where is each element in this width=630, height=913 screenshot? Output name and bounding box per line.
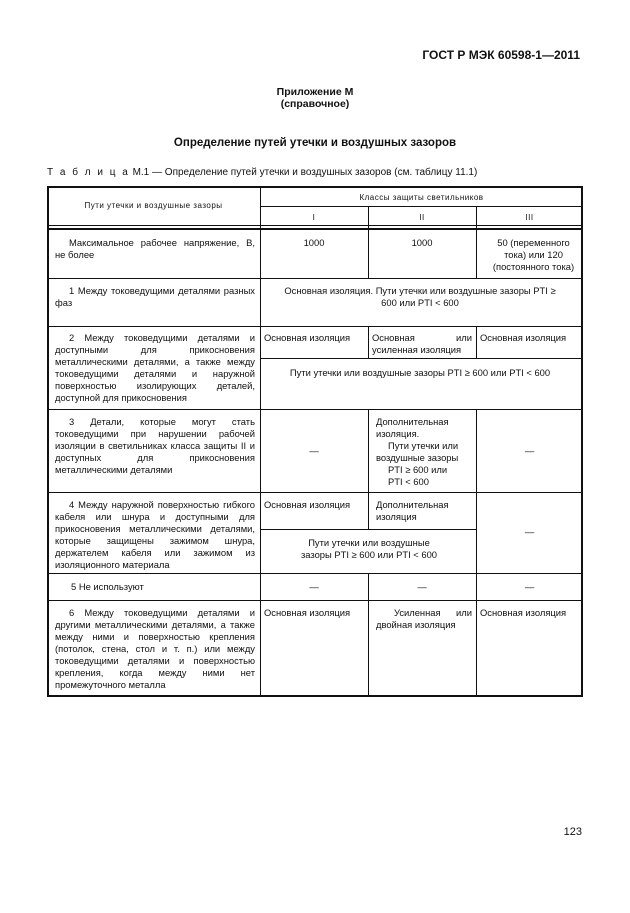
row-1-label: 1 Между токоведущими деталями разных фаз bbox=[55, 285, 255, 308]
voltage-class-i: 1000 bbox=[303, 237, 325, 248]
section-title: Определение путей утечки и воздушных зазоров bbox=[173, 137, 457, 149]
row-2-class-ii: Основная или усиленная изоляция bbox=[372, 332, 472, 355]
class-label-iii: III bbox=[525, 213, 534, 222]
row-3-class-i: — bbox=[309, 445, 319, 456]
voltage-row-label: Максимальное рабочее напряжение, В, не более bbox=[55, 237, 255, 260]
class-label-ii: II bbox=[419, 213, 425, 222]
row-6-label: 6 Между токоведущими деталями и другими металлическими деталями, а также между ними и поверхностью крепления (потолок, стена, стол и т. п.) или между токоведущими деталями и поверхностью крепления, когда между ними нет промежуточного металла bbox=[55, 607, 255, 690]
column-header-classes: Классы защиты светильников bbox=[359, 193, 484, 202]
row-2-merged: Пути утечки или воздушные зазоры PTI ≥ 600 или PTI < 600 bbox=[289, 367, 551, 378]
table-caption-prefix: Т а б л и ц а bbox=[47, 167, 130, 178]
creepage-table bbox=[47, 186, 583, 697]
annex-note: (справочное) bbox=[280, 98, 350, 110]
row-2-class-iii: Основная изоляция bbox=[480, 332, 567, 343]
voltage-class-ii: 1000 bbox=[411, 237, 433, 248]
row-5-label: 5 Не используют bbox=[71, 581, 144, 592]
row-4-class-iii: — bbox=[524, 526, 535, 537]
page-number: 123 bbox=[563, 826, 582, 838]
row-6-class-i: Основная изоляция bbox=[264, 607, 351, 618]
row-4-class-ii: Дополнительная изоляция bbox=[376, 499, 449, 522]
row-4-label: 4 Между наружной поверхностью гибкого кабеля или шнура и доступными для прикосновения металлическими деталями, которые защищены зажимом шнура, держателем кабеля или зажимом из изоляционного материала bbox=[55, 499, 255, 570]
row-2-label: 2 Между токоведущими деталями и доступными для прикосновения металлическими деталями, а также между токоведущими деталями и наружной поверхностью изолирующих деталей, доступной для прикосновения bbox=[55, 332, 255, 403]
row-6-class-iii: Основная изоляция bbox=[480, 607, 567, 618]
row-3-label: 3 Детали, которые могут стать токоведущими при нарушении рабочей изоляции в светильниках класса защиты II и доступных для прикосновения металлическими деталями bbox=[55, 416, 255, 475]
row-4-merged: Пути утечки или воздушные зазоры PTI ≥ 600 или PTI < 600 bbox=[300, 537, 437, 560]
row-3-class-ii-line-2: Пути утечки или воздушные зазоры bbox=[376, 440, 459, 463]
row-6-class-ii: Усиленная или двойная изоляция bbox=[376, 607, 472, 630]
table-caption-text: М.1 — Определение путей утечки и воздушных зазоров (см. таблицу 11.1) bbox=[132, 167, 478, 178]
table-caption bbox=[47, 167, 477, 178]
row-4-class-i: Основная изоляция bbox=[264, 499, 351, 510]
row-3-class-ii-line-3: PTI ≥ 600 или bbox=[388, 464, 448, 475]
row-3-class-iii: — bbox=[524, 445, 535, 456]
annex-title: Приложение М bbox=[276, 86, 354, 98]
column-header-paths: Пути утечки и воздушные зазоры bbox=[84, 201, 223, 210]
row-3-class-ii-line-4: PTI < 600 bbox=[388, 476, 429, 487]
voltage-class-iii: 50 (переменного тока) или 120 (постоянного тока) bbox=[492, 237, 575, 272]
class-label-i: I bbox=[312, 213, 316, 222]
row-1-merged: Основная изоляция. Пути утечки или воздушные зазоры PTI ≥ 600 или PTI < 600 bbox=[284, 285, 556, 308]
row-5-class-ii: — bbox=[417, 581, 427, 592]
row-5-class-i: — bbox=[309, 581, 319, 592]
row-2-class-i: Основная изоляция bbox=[264, 332, 351, 343]
row-5-class-iii: — bbox=[524, 581, 535, 592]
row-3-class-ii bbox=[368, 416, 476, 488]
row-3-class-ii-line-1: Дополнительная изоляция. bbox=[376, 416, 449, 439]
annex-heading bbox=[0, 86, 630, 110]
document-code: ГОСТ Р МЭК 60598-1—2011 bbox=[422, 48, 580, 62]
